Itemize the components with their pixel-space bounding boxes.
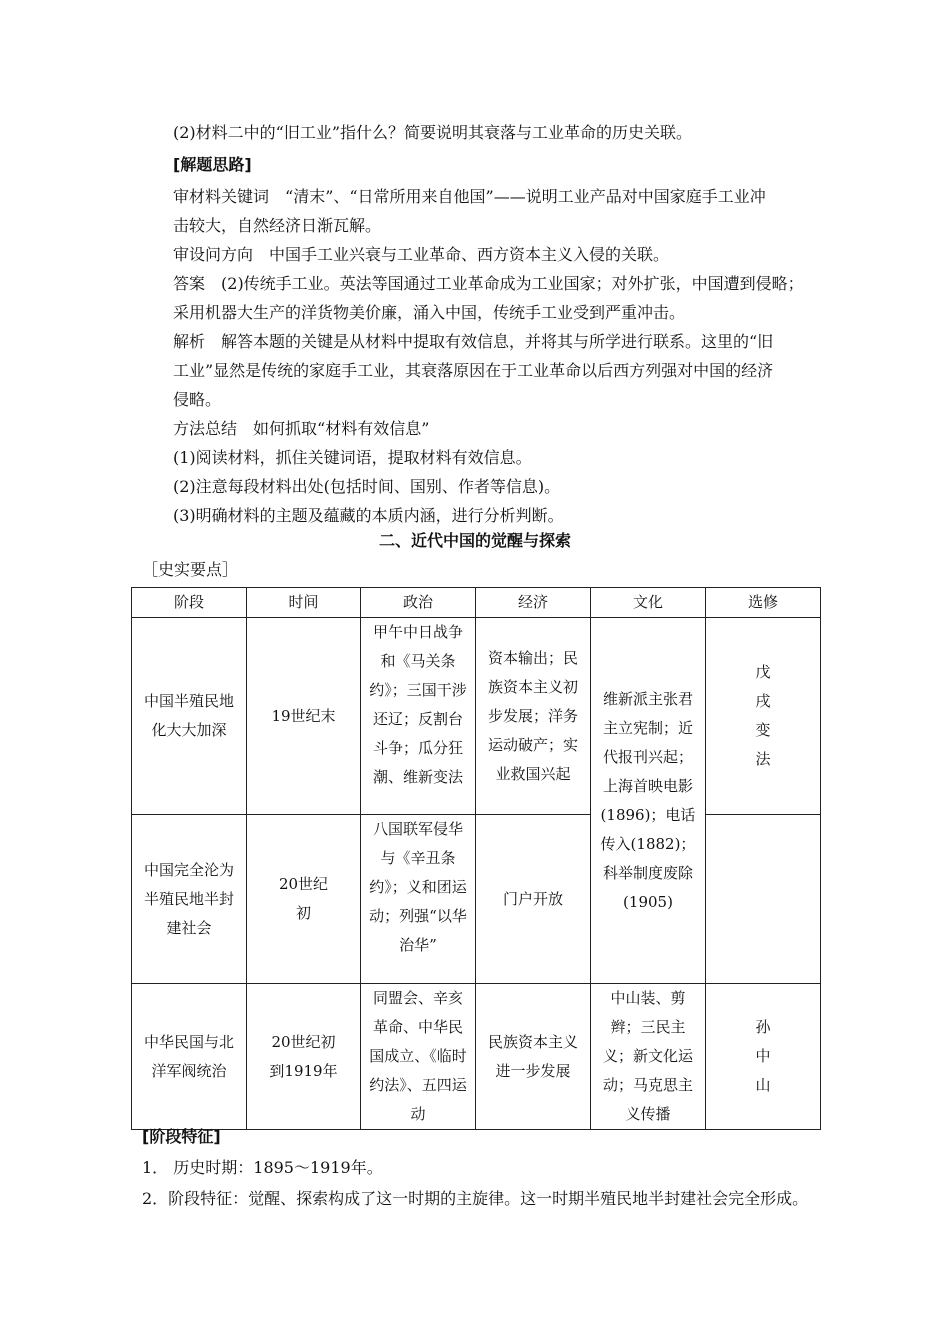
- cell-culture: 中山装、剪辫；三民主义；新文化运动；马克思主义传播: [591, 984, 706, 1130]
- cell-politics: 八国联军侵华与《辛丑条约》；义和团运动；列强“以华治华”: [361, 815, 476, 984]
- feature-2: 2．阶段特征：觉醒、探索构成了这一时期的主旋律。这一时期半殖民地半封建社会完全形成。: [142, 1189, 809, 1208]
- analysis-line-1: [173, 327, 773, 356]
- cell-stage: 中华民国与北洋军阀统治: [132, 984, 247, 1130]
- table-row: [132, 618, 821, 815]
- table-row: [132, 984, 821, 1130]
- solution-heading: [解题思路]: [173, 155, 252, 174]
- header-time: 时间: [247, 588, 361, 618]
- table-row: [132, 815, 821, 984]
- analysis-line-2: 工业”显然是传统的家庭手工业，其衰落原因在于工业革命以后西方列强对中国的经济: [173, 361, 774, 380]
- cell-elective: 戊戌变法: [706, 618, 821, 815]
- cell-politics: 甲午中日战争和《马关条约》；三国干涉还辽；反割台斗争；瓜分狂潮、维新变法: [361, 618, 476, 815]
- header-elective: 选修: [706, 588, 821, 618]
- analysis-label: 解析: [173, 332, 206, 351]
- method-summary: [173, 414, 429, 443]
- keyword-line-1: [173, 182, 766, 211]
- cell-stage: 中国完全沦为半殖民地半封建社会: [132, 815, 247, 984]
- header-culture: 文化: [591, 588, 706, 618]
- method-item-2: (2)注意每段材料出处(包括时间、国别、作者等信息)。: [173, 477, 561, 496]
- cell-culture-merged: 维新派主张君主立宪制；近代报刊兴起；上海首映电影(1896)；电话传入(1882)；科举制度废除(1905): [591, 618, 706, 984]
- method-text: 如何抓取“材料有效信息”: [253, 419, 430, 438]
- cell-elective: 孙中山: [706, 984, 821, 1130]
- cell-economy: 资本输出；民族资本主义初步发展；洋务运动破产；实业救国兴起: [476, 618, 591, 815]
- cell-economy: 门户开放: [476, 815, 591, 984]
- answer-text-1: (2)传统手工业。英法等国通过工业革命成为工业国家；对外扩张，中国遭到侵略；: [221, 274, 804, 293]
- direction-label: 审设问方向: [173, 245, 254, 264]
- keyword-text-1: “清末”、“日常所用来自他国”——说明工业产品对中国家庭手工业冲: [285, 187, 766, 206]
- section-title: 二、近代中国的觉醒与探索: [378, 531, 571, 550]
- header-stage: 阶段: [132, 588, 247, 618]
- method-item-3: (3)明确材料的主题及蕴藏的本质内涵，进行分析判断。: [173, 506, 564, 525]
- keyword-label: 审材料关键词: [173, 187, 270, 206]
- analysis-text-1: 解答本题的关键是从材料中提取有效信息，并将其与所学进行联系。这里的“旧: [221, 332, 774, 351]
- direction-text: 中国手工业兴衰与工业革命、西方资本主义入侵的关联。: [269, 245, 670, 264]
- history-table: [131, 587, 821, 1130]
- cell-time: 19世纪末: [247, 618, 361, 815]
- stage-features-heading: [阶段特征]: [142, 1127, 221, 1146]
- cell-time: 20世纪初: [247, 815, 361, 984]
- cell-stage: 中国半殖民地化大大加深: [132, 618, 247, 815]
- analysis-line-3: 侵略。: [173, 390, 222, 409]
- table-header-row: [132, 588, 821, 618]
- question-direction: [173, 240, 669, 269]
- cell-elective: [706, 815, 821, 984]
- cell-politics: 同盟会、辛亥革命、中华民国成立、《临时约法》、五四运动: [361, 984, 476, 1130]
- answer-line-1: [173, 269, 804, 298]
- header-economy: 经济: [476, 588, 591, 618]
- feature-1: 1． 历史时期：1895～1919年。: [142, 1158, 383, 1177]
- keyword-line-2: 击较大，自然经济日渐瓦解。: [173, 216, 382, 235]
- header-politics: 政治: [361, 588, 476, 618]
- cell-economy: 民族资本主义进一步发展: [476, 984, 591, 1130]
- question-2: (2)材料二中的“旧工业”指什么？简要说明其衰落与工业革命的历史关联。: [173, 123, 693, 142]
- cell-time: 20世纪初到1919年: [247, 984, 361, 1130]
- answer-line-2: 采用机器大生产的洋货物美价廉，涌入中国，传统手工业受到严重冲击。: [173, 303, 686, 322]
- history-points-heading: ［史实要点］: [142, 560, 239, 579]
- answer-label: 答案: [173, 274, 206, 293]
- method-label: 方法总结: [173, 419, 238, 438]
- method-item-1: (1)阅读材料，抓住关键词语，提取材料有效信息。: [173, 448, 532, 467]
